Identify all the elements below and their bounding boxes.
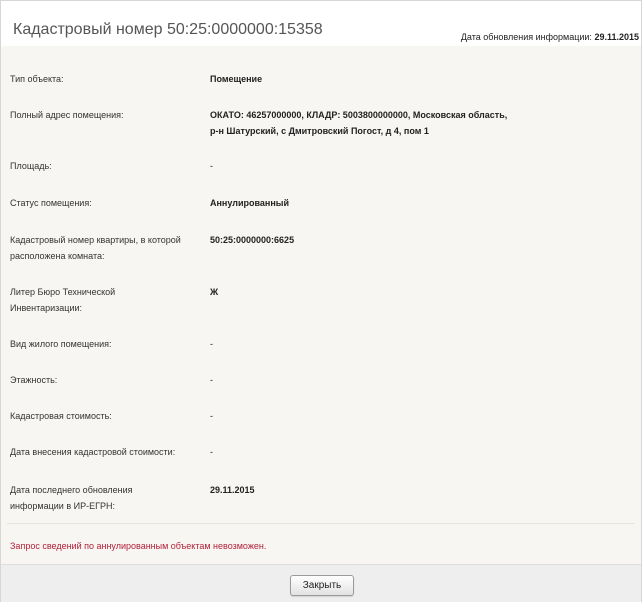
update-info (461, 32, 639, 42)
divider (7, 523, 635, 524)
field-value: - (210, 411, 213, 421)
dialog-footer (1, 564, 641, 602)
details-panel (1, 46, 641, 564)
field-label: Тип объекта: (10, 74, 64, 84)
field-value: - (210, 375, 213, 385)
update-date: 29.11.2015 (594, 32, 639, 42)
field-label: Вид жилого помещения: (10, 339, 112, 349)
field-label: Площадь: (10, 161, 52, 171)
field-value: ОКАТО: 46257000000, КЛАДР: 5003800000000, Московская область, р-н Шатурский, с Дмитровский Погост, д 4, пом 1 (210, 110, 508, 136)
field-label: Этажность: (10, 375, 58, 385)
field-label: Кадастровая стоимость: (10, 411, 112, 421)
field-label: Дата последнего обновления информации в ИР-ЕГРН: (10, 485, 133, 511)
field-label: Полный адрес помещения: (10, 110, 124, 120)
field-label: Литер Бюро Технической Инвентаризации: (10, 287, 116, 313)
field-value: Ж (210, 287, 219, 297)
field-value: 50:25:0000000:6625 (210, 235, 295, 245)
update-label: Дата обновления информации: (460, 32, 592, 42)
field-value: 29.11.2015 (210, 485, 255, 495)
field-value: - (210, 161, 213, 171)
status-value: Аннулированный (210, 198, 290, 208)
error-notice: Запрос сведений по аннулированным объектам невозможен. (10, 541, 267, 551)
field-label: Кадастровый номер квартиры, в которой расположена комната: (10, 235, 181, 261)
page-title: Кадастровый номер 50:25:0000000:15358 (13, 21, 323, 38)
field-value: - (210, 447, 213, 457)
close-button[interactable]: Закрыть (290, 575, 354, 596)
field-value: Помещение (210, 74, 263, 84)
dialog-header (1, 1, 641, 45)
field-value: - (210, 339, 213, 349)
field-label: Статус помещения: (10, 198, 92, 208)
field-label: Дата внесения кадастровой стоимости: (10, 447, 176, 457)
